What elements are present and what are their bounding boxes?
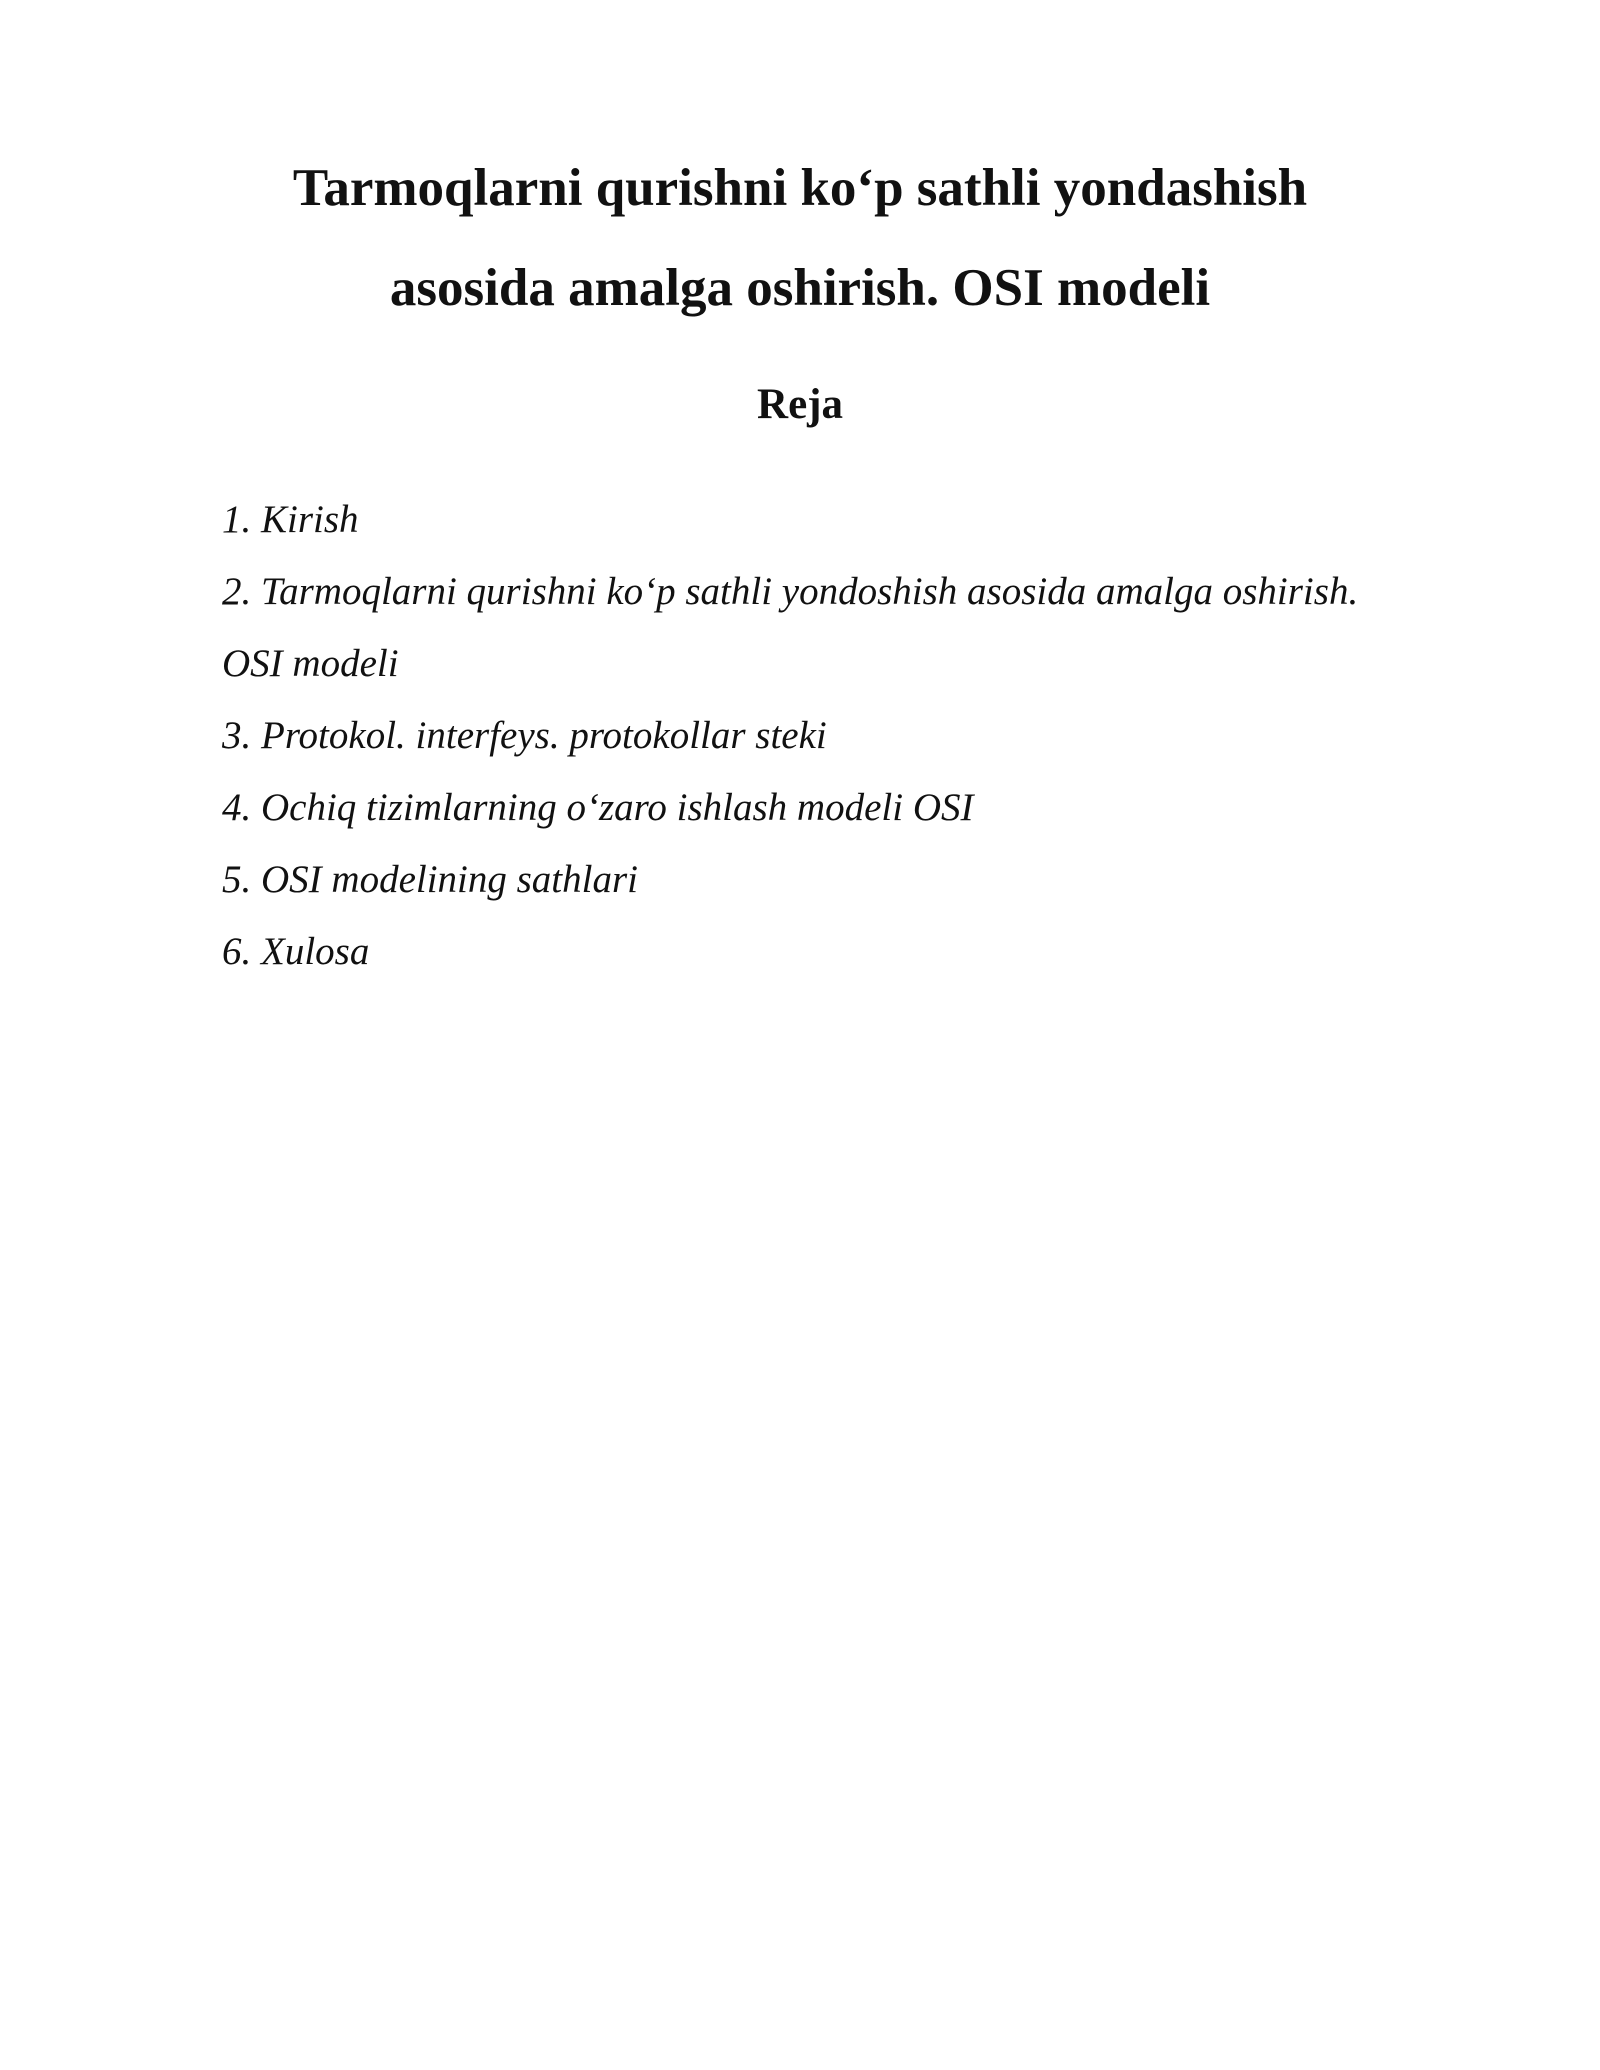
plan-item-continuation: OSI modeli [222,642,399,685]
plan-item-osi-layers [222,844,1482,916]
plan-item-text: 2. Tarmoqlarni qurishni ko‘p sathli yondoshish asosida amalga oshirish. [222,570,1359,613]
title-line-1: Tarmoqlarni qurishni ko‘p sathli yondashish [292,159,1308,217]
plan-item-text: 5. OSI modelining sathlari [222,858,638,901]
plan-item-layered-approach [222,556,1482,700]
document-title [0,138,1600,338]
plan-item-introduction [222,484,1482,556]
plan-heading: Reja [757,381,843,428]
plan-item-text: 3. Protokol. interfeys. protokollar steki [222,714,827,757]
plan-item-text: 4. Ochiq tizimlarning o‘zaro ishlash modeli OSI [222,786,974,829]
plan-item-conclusion [222,916,1482,988]
plan-item-protocol-stack [222,700,1482,772]
plan-item-text: 6. Xulosa [222,930,370,973]
plan-list [222,484,1482,988]
plan-item-text: 1. Kirish [222,498,359,541]
plan-item-osi-interaction-model [222,772,1482,844]
title-line-2: asosida amalga oshirish. OSI modeli [389,259,1211,317]
